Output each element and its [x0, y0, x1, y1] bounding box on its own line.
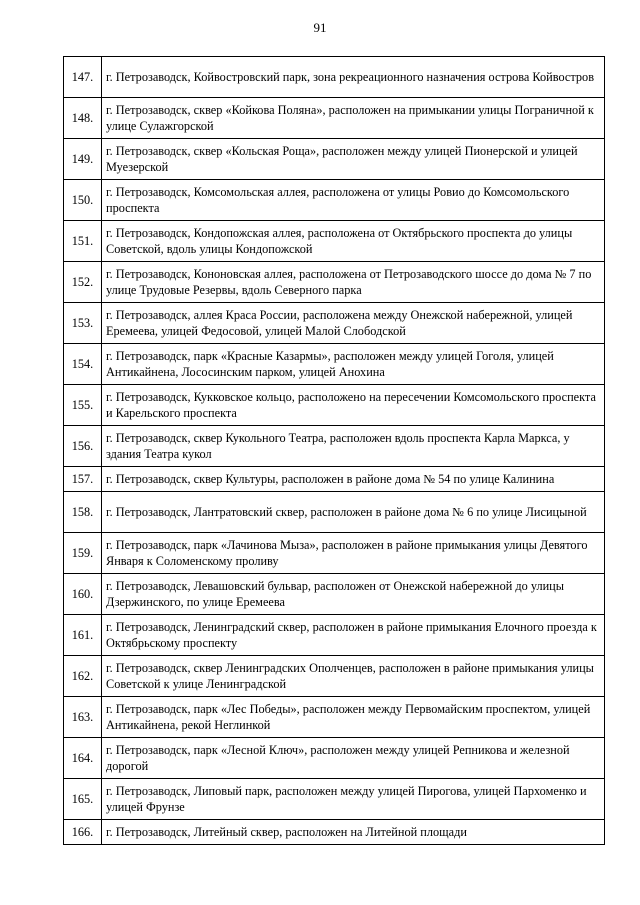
row-description: г. Петрозаводск, Кононовская аллея, расположена от Петрозаводского шоссе до дома № 7 по улице Трудовые Резервы, вдоль Северного парка [102, 262, 605, 303]
table-row [64, 738, 605, 779]
table-row [64, 57, 605, 98]
table-row [64, 467, 605, 492]
row-number: 159. [64, 533, 102, 574]
row-number: 160. [64, 574, 102, 615]
table-row [64, 697, 605, 738]
table-row [64, 492, 605, 533]
table-row [64, 180, 605, 221]
table-row [64, 426, 605, 467]
table-row [64, 139, 605, 180]
row-description: г. Петрозаводск, парк «Красные Казармы», расположен между улицей Гоголя, улицей Антикайнена, Лососинским парком, улицей Анохина [102, 344, 605, 385]
row-description: г. Петрозаводск, парк «Лес Победы», расположен между Первомайским проспектом, улицей Антикайнена, рекой Неглинкой [102, 697, 605, 738]
row-number: 164. [64, 738, 102, 779]
table-row [64, 574, 605, 615]
table-row [64, 779, 605, 820]
row-description: г. Петрозаводск, Литейный сквер, расположен на Литейной площади [102, 820, 605, 845]
row-description: г. Петрозаводск, Комсомольская аллея, расположена от улицы Ровио до Комсомольского проспекта [102, 180, 605, 221]
table-row [64, 262, 605, 303]
table-row [64, 615, 605, 656]
row-description: г. Петрозаводск, Кондопожская аллея, расположена от Октябрьского проспекта до улицы Советской, вдоль улицы Кондопожской [102, 221, 605, 262]
row-number: 165. [64, 779, 102, 820]
table-row [64, 98, 605, 139]
row-description: г. Петрозаводск, сквер Ленинградских Ополченцев, расположен в районе примыкания улицы Советской к улице Ленинградской [102, 656, 605, 697]
row-description: г. Петрозаводск, парк «Лесной Ключ», расположен между улицей Репникова и железной дорогой [102, 738, 605, 779]
row-description: г. Петрозаводск, сквер «Койкова Поляна», расположен на примыкании улицы Пограничной к улице Сулажгорской [102, 98, 605, 139]
row-number: 166. [64, 820, 102, 845]
table-row [64, 344, 605, 385]
row-number: 150. [64, 180, 102, 221]
row-number: 154. [64, 344, 102, 385]
row-description: г. Петрозаводск, Липовый парк, расположен между улицей Пирогова, улицей Пархоменко и улицей Фрунзе [102, 779, 605, 820]
row-number: 161. [64, 615, 102, 656]
table-row [64, 820, 605, 845]
row-number: 163. [64, 697, 102, 738]
table-row [64, 533, 605, 574]
row-number: 156. [64, 426, 102, 467]
row-description: г. Петрозаводск, сквер «Кольская Роща», расположен между улицей Пионерской и улицей Муезерской [102, 139, 605, 180]
row-description: г. Петрозаводск, парк «Лачинова Мыза», расположен в районе примыкания улицы Девятого Января к Соломенскому проливу [102, 533, 605, 574]
table-row [64, 656, 605, 697]
row-number: 157. [64, 467, 102, 492]
page-number: 91 [313, 20, 327, 35]
registry-table [63, 56, 605, 845]
row-number: 149. [64, 139, 102, 180]
row-number: 148. [64, 98, 102, 139]
row-number: 158. [64, 492, 102, 533]
row-description: г. Петрозаводск, Левашовский бульвар, расположен от Онежской набережной до улицы Дзержинского, по улице Еремеева [102, 574, 605, 615]
row-number: 155. [64, 385, 102, 426]
row-description: г. Петрозаводск, сквер Культуры, расположен в районе дома № 54 по улице Калинина [102, 467, 605, 492]
row-description: г. Петрозаводск, Кукковское кольцо, расположено на пересечении Комсомольского проспекта и Карельского проспекта [102, 385, 605, 426]
row-number: 153. [64, 303, 102, 344]
table-row [64, 221, 605, 262]
row-description: г. Петрозаводск, Койвостровский парк, зона рекреационного назначения острова Койвостров [102, 57, 605, 98]
table-row [64, 303, 605, 344]
table-row [64, 385, 605, 426]
row-description: г. Петрозаводск, сквер Кукольного Театра, расположен вдоль проспекта Карла Маркса, у здания Театра кукол [102, 426, 605, 467]
row-number: 151. [64, 221, 102, 262]
row-number: 147. [64, 57, 102, 98]
row-description: г. Петрозаводск, аллея Краса России, расположена между Онежской набережной, улицей Еремеева, улицей Федосовой, улицей Малой Слободской [102, 303, 605, 344]
row-number: 162. [64, 656, 102, 697]
row-description: г. Петрозаводск, Лантратовский сквер, расположен в районе дома № 6 по улице Лисицыной [102, 492, 605, 533]
row-number: 152. [64, 262, 102, 303]
row-description: г. Петрозаводск, Ленинградский сквер, расположен в районе примыкания Елочного проезда к Октябрьскому проспекту [102, 615, 605, 656]
